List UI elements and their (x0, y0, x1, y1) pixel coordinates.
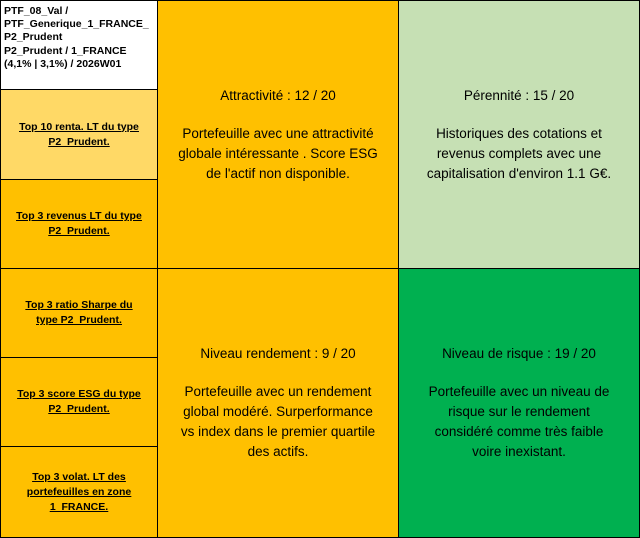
risque-desc: Portefeuille avec un niveau de risque sur le rendement considéré comme très faible voire inexistant. (428, 384, 610, 459)
header-line: P2_Prudent (4, 31, 63, 44)
perennite-desc: Historiques des cotations et revenus complets avec une capitalisation d'environ 1.1 G€. (426, 125, 612, 181)
top3-revenus-link[interactable] (0, 179, 158, 269)
risque-cell (398, 268, 640, 538)
attractivite-desc: Portefeuille avec une attractivité globale intéressante . Score ESG de l'actif non disponible. (178, 125, 378, 181)
header-line: PTF_08_Val / (4, 5, 69, 17)
header-line: PTF_Generique_1_FRANCE_ (4, 18, 149, 31)
rendement-desc: Portefeuille avec un rendement global modéré. Surperformance vs index dans le premier quartile des actifs. (180, 384, 376, 459)
portfolio-header (0, 0, 158, 90)
rendement-cell (157, 268, 399, 538)
link-text[interactable]: Top 10 renta. LT du type P2_Prudent. (19, 120, 139, 148)
perennite-cell (398, 0, 640, 269)
link-text[interactable]: Top 3 ratio Sharpe du type P2_Prudent. (25, 299, 133, 326)
top3-volat-link[interactable] (0, 446, 158, 538)
header-line: (4,1% | 3,1%) / 2026W01 (4, 57, 122, 70)
attractivite-title: Attractivité : 12 / 20 (220, 87, 336, 103)
link-text[interactable]: Top 3 score ESG du type P2_Prudent. (17, 388, 141, 415)
attractivite-cell (157, 0, 399, 269)
top3-esg-link[interactable] (0, 357, 158, 447)
risque-title: Niveau de risque : 19 / 20 (442, 346, 596, 361)
top3-sharpe-link[interactable] (0, 268, 158, 358)
link-text[interactable]: Top 3 volat. LT des portefeuilles en zone 1_FRANCE. (26, 470, 132, 513)
top10-renta-link[interactable] (0, 89, 158, 180)
rendement-title: Niveau rendement : 9 / 20 (200, 346, 356, 361)
header-line: P2_Prudent / 1_FRANCE (4, 44, 127, 57)
link-text[interactable]: Top 3 revenus LT du type P2_Prudent. (16, 210, 142, 237)
perennite-title: Pérennité : 15 / 20 (463, 87, 575, 103)
